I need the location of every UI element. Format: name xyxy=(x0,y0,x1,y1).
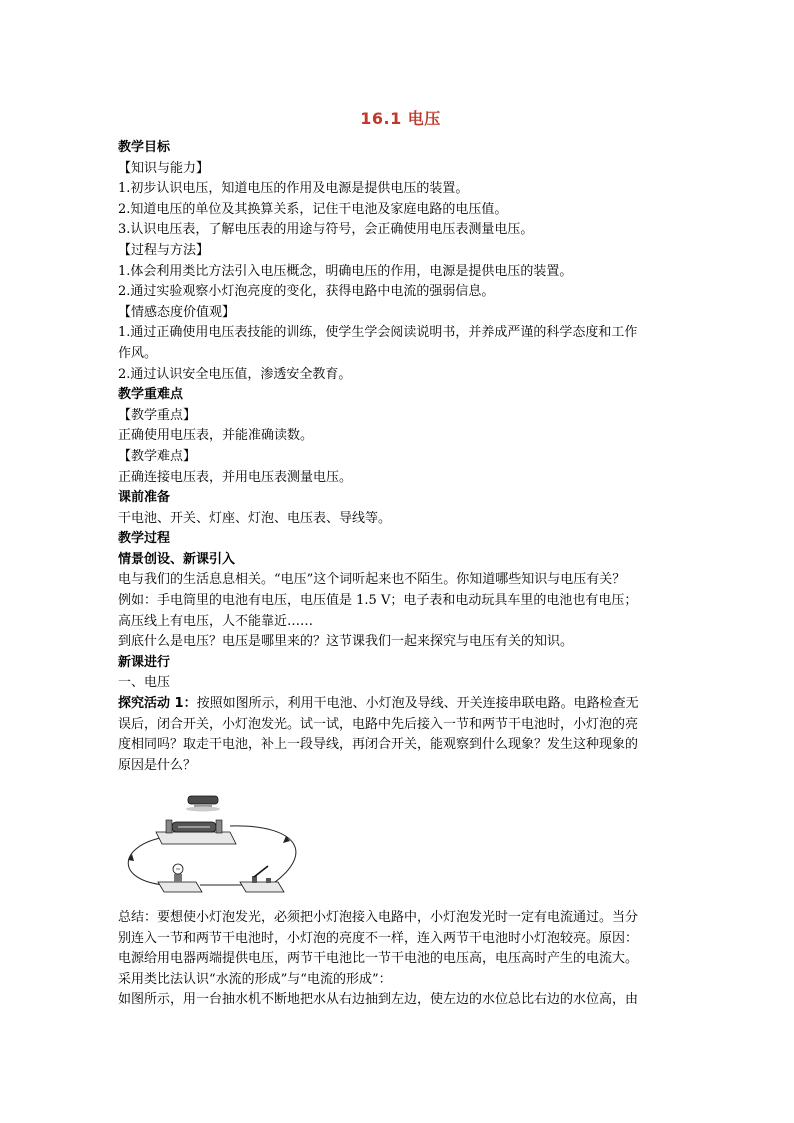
summary-line: 别连入一节和两节干电池时，小灯泡的亮度不一样，连入两节干电池时小灯泡较亮。原因： xyxy=(118,930,639,946)
activity-line xyxy=(118,694,683,715)
process-heading: 【过程与方法】 xyxy=(118,242,210,258)
focus-heading: 【教学重点】 xyxy=(118,407,197,423)
summary-line: 总结：要想使小灯泡发光，必须把小灯泡接入电路中，小灯泡发光时一定有电流通过。当分 xyxy=(118,910,639,925)
battery-icon xyxy=(186,796,220,812)
emotion-item: 1.通过正确使用电压表技能的训练，使学生学会阅读说明书，并养成严谨的科学态度和工作 xyxy=(118,325,638,341)
summary-block xyxy=(118,908,683,1011)
difficulty-text: 正确连接电压表，并用电压表测量电压。 xyxy=(118,469,353,485)
intro-heading: 情景创设、新课引入 xyxy=(118,551,236,567)
new-lesson-heading: 新课进行 xyxy=(118,654,171,670)
activity-line: 度相同吗？取走干电池，补上一段导线，再闭合开关，能观察到什么现象？发生这种现象的 xyxy=(118,737,639,753)
focus-text: 正确使用电压表，并能准确读数。 xyxy=(118,428,314,444)
process-item: 1.体会利用类比方法引入电压概念，明确电压的作用，电源是提供电压的装置。 xyxy=(118,263,573,279)
knowledge-item: 3.认识电压表，了解电压表的用途与符号，会正确使用电压表测量电压。 xyxy=(118,222,534,238)
intro-line: 例如：手电筒里的电池有电压，电压值是 1.5 V；电子表和电动玩具车里的电池也有电压； xyxy=(118,593,638,609)
goals-heading: 教学目标 xyxy=(118,140,171,155)
subsection-voltage: 一、电压 xyxy=(118,675,171,691)
emotion-item: 2.通过认识安全电压值，渗透安全教育。 xyxy=(118,366,352,382)
emotion-item: 作风。 xyxy=(118,345,158,361)
difficulty-heading: 【教学难点】 xyxy=(118,448,197,464)
keypoints-heading: 教学重难点 xyxy=(118,387,184,403)
activity-line: 误后，闭合开关，小灯泡发光。试一试，电路中先后接入一节和两节干电池时，小灯泡的亮 xyxy=(118,716,639,732)
intro-line: 到底什么是电压？电压是哪里来的？这节课我们一起来探究与电压有关的知识。 xyxy=(118,634,574,650)
wire xyxy=(230,826,296,887)
document-body xyxy=(118,138,683,776)
battery-holder-icon xyxy=(156,820,236,844)
prep-text: 干电池、开关、灯座、灯泡、电压表、导线等。 xyxy=(118,510,392,526)
process-item: 2.通过实验观察小灯泡亮度的变化，获得电路中电流的强弱信息。 xyxy=(118,284,495,300)
page-title: 16.1 电压 xyxy=(360,109,441,128)
wire xyxy=(128,838,164,885)
activity-text: 按照如图所示，利用干电池、小灯泡及导线、开关连接串联电路。电路检查无 xyxy=(196,696,639,712)
prep-heading: 课前准备 xyxy=(118,490,171,506)
activity-line: 原因是什么？ xyxy=(118,757,197,773)
knowledge-item: 1.初步认识电压，知道电压的作用及电源是提供电压的装置。 xyxy=(118,181,469,197)
knowledge-heading: 【知识与能力】 xyxy=(118,160,210,176)
intro-line: 高压线上有电压，人不能靠近…… xyxy=(118,613,314,629)
lamp-icon xyxy=(158,864,202,892)
procedure-heading: 教学过程 xyxy=(118,531,171,547)
circuit-illustration xyxy=(118,784,318,900)
arrow-icon xyxy=(283,836,290,843)
activity-label: 探究活动 1： xyxy=(118,696,197,712)
switch-icon xyxy=(240,866,284,892)
summary-line: 如图所示，用一台抽水机不断地把水从右边抽到左边，使左边的水位总比右边的水位高，由 xyxy=(118,992,639,1008)
summary-line: 采用类比法认识“水流的形成”与“电流的形成”： xyxy=(118,971,392,987)
emotion-heading: 【情感态度价值观】 xyxy=(118,304,236,320)
knowledge-item: 2.知道电压的单位及其换算关系，记住干电池及家庭电路的电压值。 xyxy=(118,201,508,217)
intro-line: 电与我们的生活息息相关。“电压”这个词听起来也不陌生。你知道哪些知识与电压有关？ xyxy=(118,572,626,588)
summary-line: 电源给用电器两端提供电压，两节干电池比一节干电池的电压高，电压高时产生的电流大。 xyxy=(118,951,639,967)
